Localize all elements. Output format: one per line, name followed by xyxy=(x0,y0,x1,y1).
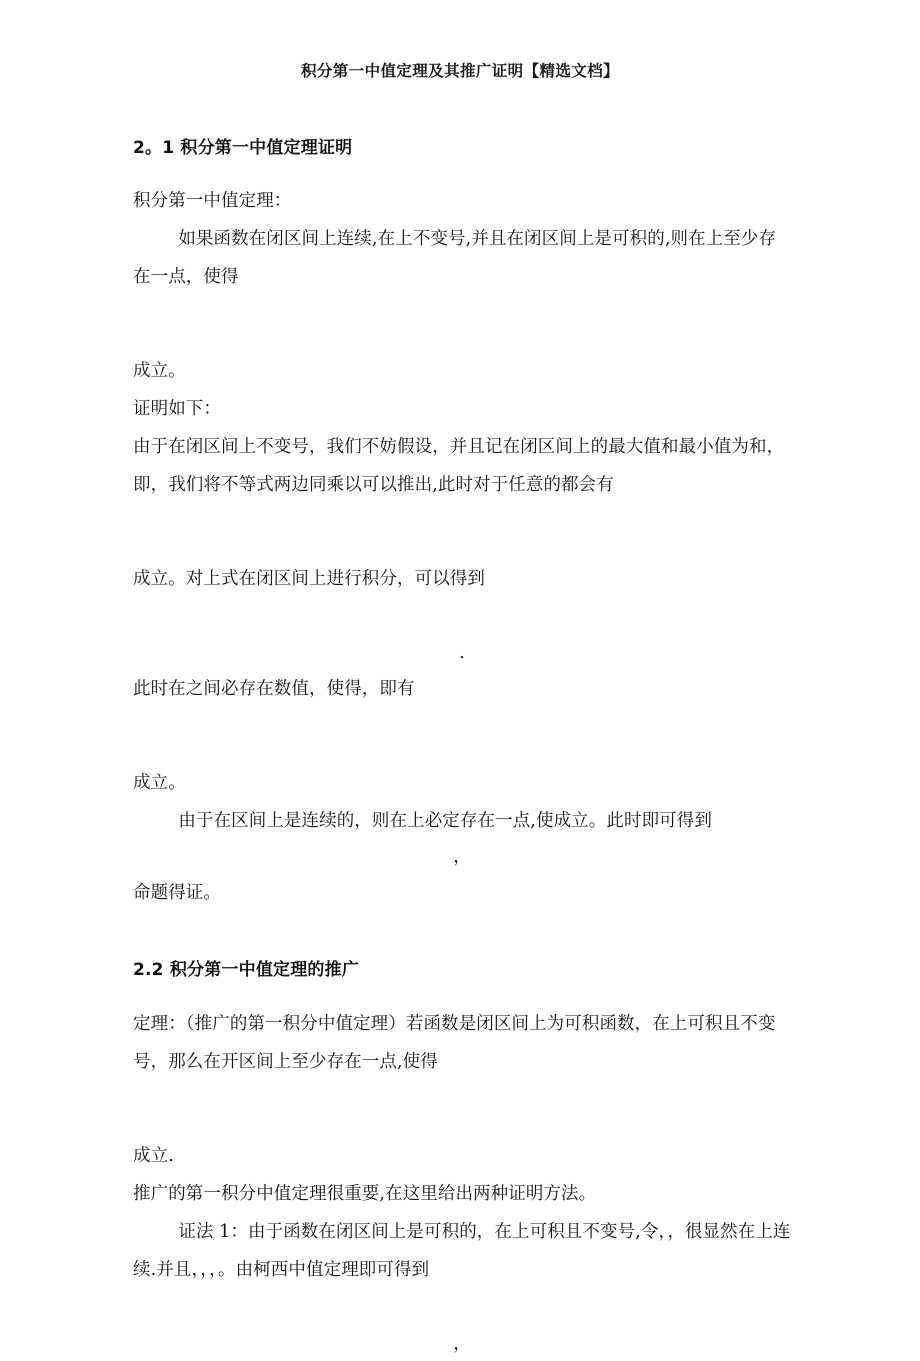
paragraph: 积分第一中值定理： xyxy=(133,190,292,211)
document-body xyxy=(133,136,791,1361)
spacer xyxy=(133,983,791,1005)
equation-orphan-punctuation: ， xyxy=(453,846,471,867)
paragraph: 证法 1：由于函数在闭区间上是可积的，在上可积且不变号,令，，很显然在上连续.并且，，，。由柯西中值定理即可得到 xyxy=(133,1222,791,1280)
equation-placeholder xyxy=(133,1081,791,1137)
paragraph: 成立。 xyxy=(133,360,186,381)
paragraph: 此时在之间必存在数值，使得，即有 xyxy=(133,678,415,699)
equation-placeholder xyxy=(133,504,791,560)
paragraph: 推广的第一积分中值定理很重要,在这里给出两种证明方法。 xyxy=(133,1184,597,1204)
paragraph: 成立。对上式在闭区间上进行积分，可以得到 xyxy=(133,568,485,589)
paragraph: 证明如下： xyxy=(133,398,221,419)
spacer xyxy=(133,912,791,958)
paragraph: 命题得证。 xyxy=(133,882,221,903)
equation-orphan-punctuation: ， xyxy=(453,1334,471,1354)
equation-placeholder xyxy=(133,708,791,764)
paragraph: 由于在区间上是连续的，则在上必定存在一点,使成立。此时即可得到 xyxy=(133,810,712,831)
section-heading-2-1: 2。1 积分第一中值定理证明 xyxy=(133,138,353,158)
paragraph: 由于在闭区间上不变号，我们不妨假设，并且记在闭区间上的最大值和最小值为和，即，我们将不等式两边同乘以可以推出,此时对于任意的都会有 xyxy=(133,436,785,495)
spacer xyxy=(133,162,791,182)
document-running-header: 积分第一中值定理及其推广证明【精选文档】 xyxy=(300,62,619,80)
paragraph: 成立. xyxy=(133,1146,174,1166)
equation-placeholder xyxy=(133,598,791,636)
paragraph: 成立。 xyxy=(133,772,186,793)
equation-placeholder xyxy=(133,296,791,352)
equation-placeholder xyxy=(133,1289,791,1327)
equation-orphan-punctuation: . xyxy=(459,642,465,663)
paragraph: 如果函数在闭区间上连续,在上不变号,并且在闭区间上是可积的,则在上至少存在一点，使得 xyxy=(133,228,777,287)
paragraph: 定理：（推广的第一积分中值定理）若函数是闭区间上为可积函数，在上可积且不变号，那么在开区间上至少存在一点,使得 xyxy=(133,1014,776,1072)
section-heading-2-2: 2.2 积分第一中值定理的推广 xyxy=(133,959,360,980)
